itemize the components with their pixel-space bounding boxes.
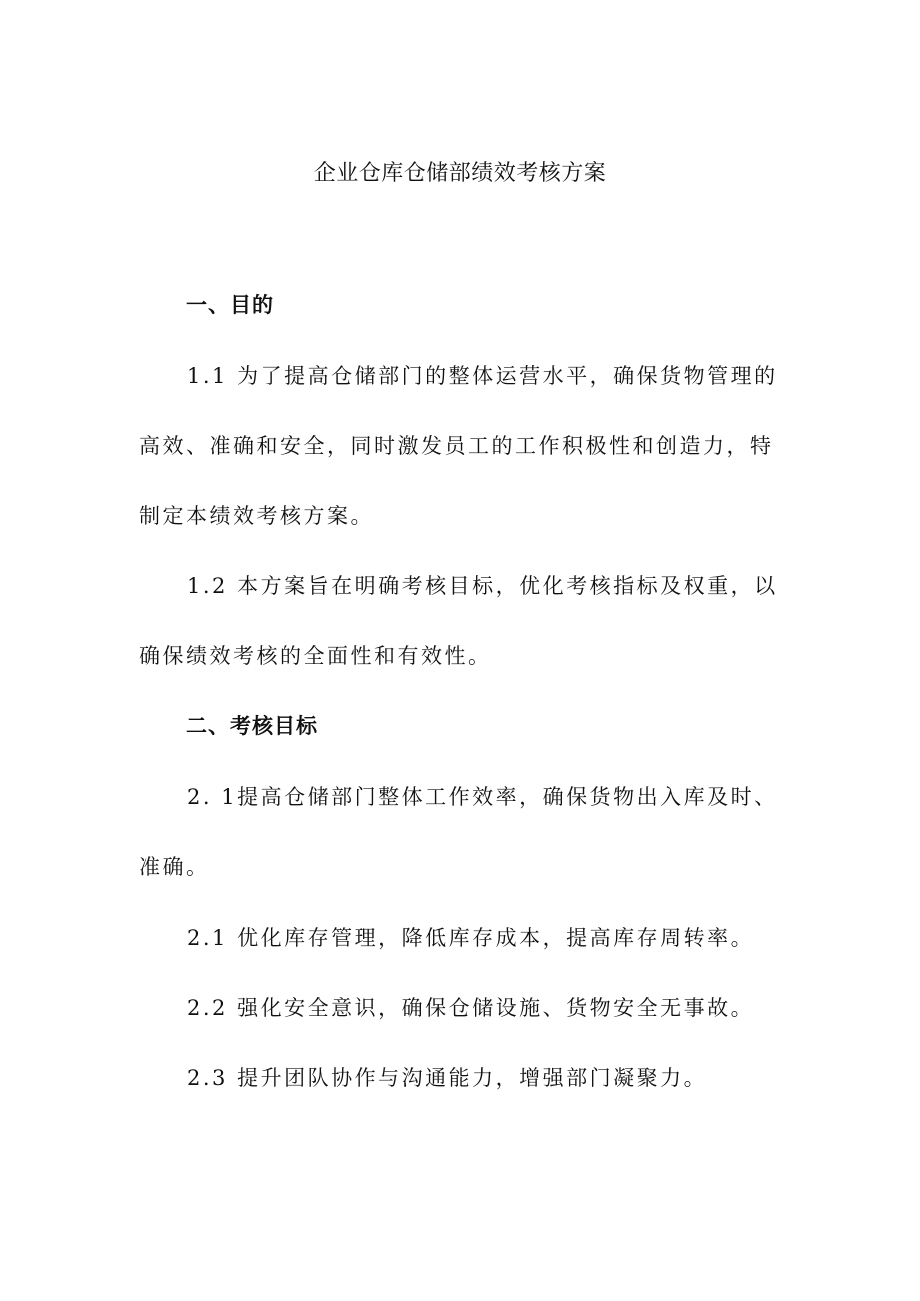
section-heading-goals: 二、考核目标 xyxy=(186,714,318,738)
paragraph-2-1a: 2. 1提高仓储部门整体工作效率，确保货物出入库及时、准确。 xyxy=(139,785,778,879)
document-title: 企业仓库仓储部绩效考核方案 xyxy=(313,161,607,186)
paragraph-1-2: 1.2 本方案旨在明确考核目标，优化考核指标及权重，以确保绩效考核的全面性和有效性。 xyxy=(139,574,778,668)
section-heading-purpose: 一、目的 xyxy=(186,293,274,317)
paragraph-2-3: 2.3 提升团队协作与沟通能力，增强部门凝聚力。 xyxy=(187,1066,708,1090)
paragraph-2-1b: 2.1 优化库存管理，降低库存成本，提高库存周转率。 xyxy=(187,926,755,950)
paragraph-2-2: 2.2 强化安全意识，确保仓储设施、货物安全无事故。 xyxy=(187,996,755,1020)
paragraph-1-1: 1.1 为了提高仓储部门的整体运营水平，确保货物管理的高效、准确和安全，同时激发员工的工作积极性和创造力，特制定本绩效考核方案。 xyxy=(139,364,778,528)
